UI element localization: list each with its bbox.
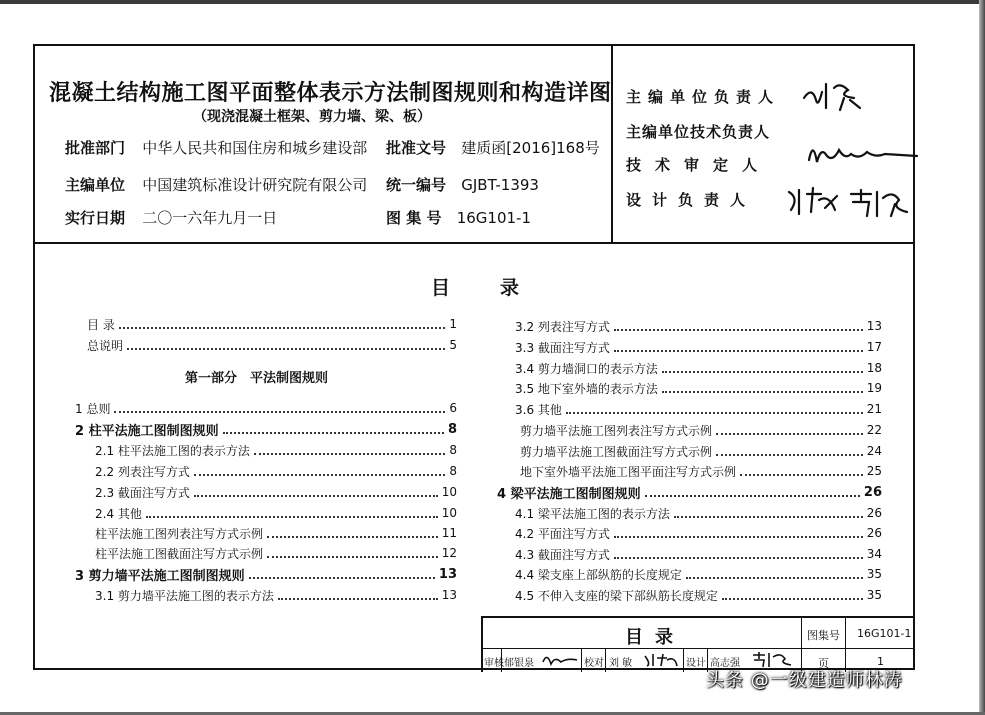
toc-entry-leader	[614, 528, 863, 538]
editor-unit-row	[65, 174, 367, 195]
atlas-no-value: 16G101-1	[456, 209, 531, 227]
toc-entry[interactable]	[75, 398, 457, 418]
toc-entry-label: 柱平法施工图列表注写方式示例	[95, 526, 264, 541]
toc-entry[interactable]	[520, 420, 882, 440]
toc-entry-label: 4 梁平法施工图制图规则	[497, 486, 641, 502]
toc-entry[interactable]	[95, 543, 457, 563]
tb-checker-signature	[643, 650, 681, 668]
atlas-title: 混凝土结构施工图平面整体表示方法制图规则和构造详图	[49, 81, 612, 106]
toc-entry[interactable]	[95, 503, 457, 523]
toc-entry-page: 8	[449, 443, 457, 457]
toc-entry-leader	[614, 342, 863, 352]
toc-entry-leader	[614, 549, 863, 559]
toc-entry-page: 8	[447, 421, 457, 437]
toc-entry-page: 21	[866, 402, 882, 416]
sign-label-design-head: 设计负责人	[626, 191, 757, 209]
toc-entry-label: 剪力墙平法施工图列表注写方式示例	[520, 423, 713, 438]
toc-entry-leader	[662, 363, 863, 373]
toc-entry[interactable]	[520, 441, 882, 461]
toc-entry-leader	[740, 466, 863, 476]
toc-entry-label: 3.4 剪力墙洞口的表示方法	[515, 361, 658, 376]
toc-entry-label: 1 总则	[75, 401, 111, 416]
toc-entry-page: 35	[866, 567, 882, 581]
toc-entry-page: 8	[449, 464, 457, 478]
toc-entry-label: 目 录	[87, 317, 115, 332]
toc-entry-page: 26	[863, 484, 882, 500]
toc-entry[interactable]	[75, 564, 457, 584]
toc-entry-page: 13	[438, 566, 457, 582]
toc-entry[interactable]	[515, 316, 882, 336]
toc-entry-page: 25	[866, 464, 882, 478]
toc-entry-label: 柱平法施工图截面注写方式示例	[95, 546, 264, 561]
toc-entry-page: 10	[441, 506, 457, 520]
toc-entry-leader	[194, 487, 438, 497]
toc-entry-label: 地下室外墙平法施工图平面注写方式示例	[520, 464, 737, 479]
toc-entry[interactable]	[515, 523, 882, 543]
toc-entry-leader	[645, 487, 860, 497]
toc-entry-page: 5	[449, 338, 457, 352]
tb-design-label: 设计	[686, 658, 706, 669]
toc-entry[interactable]	[95, 585, 457, 605]
tb-check-label: 校对	[584, 658, 604, 669]
toc-entry[interactable]	[95, 440, 457, 460]
toc-entry-leader	[614, 321, 863, 331]
toc-entry[interactable]	[515, 503, 882, 523]
toc-entry-leader	[662, 383, 863, 393]
toc-entry-label: 3.5 地下室外墙的表示方法	[515, 381, 658, 396]
effective-date-row	[65, 207, 277, 228]
toc-entry-label: 3 剪力墙平法施工图制图规则	[75, 568, 245, 584]
tb-line	[801, 618, 802, 672]
approval-dept-value: 中华人民共和国住房和城乡建设部	[142, 139, 368, 157]
toc-entry-leader	[146, 508, 438, 518]
header-block	[35, 46, 913, 244]
toc-entry[interactable]	[515, 585, 882, 605]
toc-entry-leader	[223, 424, 444, 434]
toc-entry-leader	[716, 446, 863, 456]
tb-page-value: 1	[877, 655, 884, 668]
toc-entry-page: 26	[866, 506, 882, 520]
toc-entry-page: 17	[866, 340, 882, 354]
toc-entry-page: 10	[441, 485, 457, 499]
unified-no-value: GJBT-1393	[461, 176, 539, 194]
toc-entry-label: 2.3 截面注写方式	[95, 485, 190, 500]
effective-date-value: 二〇一六年九月一日	[142, 209, 278, 227]
toc-entry-page: 35	[866, 588, 882, 602]
toc-entry-label: 4.1 梁平法施工图的表示方法	[515, 506, 670, 521]
toc-entry-page: 12	[441, 546, 457, 560]
toc-entry-page: 13	[441, 588, 457, 602]
approval-dept-label: 批准部门	[65, 139, 126, 157]
atlas-no-row	[386, 207, 531, 228]
effective-date-label: 实行日期	[65, 209, 126, 227]
toc-entry-page: 26	[866, 526, 882, 540]
tb-reviewer: 郁银泉	[504, 658, 534, 669]
toc-entry-label: 2 柱平法施工图制图规则	[75, 423, 219, 439]
tb-review-label: 审核	[484, 658, 504, 669]
toc-entry-leader	[114, 403, 445, 413]
toc-entry-label: 2.2 列表注写方式	[95, 464, 190, 479]
toc-entry-leader	[127, 340, 445, 350]
approval-dept-row	[65, 137, 367, 158]
tb-line	[605, 648, 606, 672]
toc-entry-label: 4.3 截面注写方式	[515, 547, 610, 562]
toc-entry-leader	[194, 466, 445, 476]
toc-title: 目录	[431, 277, 570, 299]
toc-entry-page: 13	[866, 319, 882, 333]
toc-entry-page: 34	[866, 547, 882, 561]
toc-entry-label: 2.1 柱平法施工图的表示方法	[95, 443, 250, 458]
watermark: 头条 @一级建造师林涛	[706, 670, 903, 691]
toc-entry-label: 3.6 其他	[515, 402, 562, 417]
sign-label-reviewer: 技术审定人	[626, 156, 772, 174]
unified-no-row	[386, 174, 539, 195]
signature-design-head-1	[785, 184, 843, 218]
toc-entry-label: 3.2 列表注写方式	[515, 319, 610, 334]
toc-entry-page: 22	[866, 423, 882, 437]
toc-entry[interactable]	[497, 482, 882, 502]
editor-unit-value: 中国建筑标准设计研究院有限公司	[142, 176, 368, 194]
approval-doc-value: 建质函[2016]168号	[461, 139, 600, 157]
tb-line	[845, 618, 846, 672]
approval-doc-label: 批准文号	[386, 139, 447, 157]
toc-entry[interactable]	[87, 335, 457, 355]
toc-entry[interactable]	[95, 461, 457, 481]
toc-entry-label: 2.4 其他	[95, 506, 142, 521]
tb-atlas-label: 图集号	[807, 629, 840, 642]
toc-entry-page: 19	[866, 381, 882, 395]
toc-entry-leader	[267, 528, 438, 538]
window-right-edge	[979, 0, 985, 715]
toc-entry[interactable]	[515, 378, 882, 398]
toc-entry[interactable]	[515, 564, 882, 584]
signature-unit-head	[800, 78, 870, 112]
atlas-no-label: 图 集 号	[386, 209, 442, 227]
toc-entry[interactable]	[95, 482, 457, 502]
toc-entry-label: 剪力墙平法施工图截面注写方式示例	[520, 444, 713, 459]
toc-entry[interactable]	[515, 399, 882, 419]
toc-entry-leader	[674, 508, 863, 518]
toc-entry-leader	[267, 548, 438, 558]
toc-entry-leader	[254, 445, 445, 455]
drawing-sheet	[33, 44, 915, 670]
toc-entry-leader	[566, 404, 863, 414]
toc-entry-page: 11	[441, 526, 457, 540]
sign-label-tech-head: 主编单位技术负责人	[626, 123, 771, 141]
toc-entry[interactable]	[515, 544, 882, 564]
window-top-edge	[0, 0, 985, 4]
tb-checker: 刘 敏	[609, 658, 633, 669]
tb-line	[683, 648, 684, 672]
tb-sheet-name: 目录	[625, 627, 685, 648]
tb-line	[581, 648, 582, 672]
tb-reviewer-signature	[541, 650, 579, 668]
signature-design-head-2	[847, 186, 915, 220]
toc-entry[interactable]	[515, 337, 882, 357]
part-heading: 第一部分 平法制图规则	[185, 371, 329, 386]
toc-entry-leader	[119, 319, 446, 329]
toc-entry-label: 总说明	[87, 338, 124, 353]
tb-line	[483, 648, 913, 649]
toc-entry[interactable]	[520, 461, 882, 481]
toc-entry-label: 4.2 平面注写方式	[515, 526, 610, 541]
toc-entry-leader	[686, 569, 863, 579]
toc-entry[interactable]	[515, 358, 882, 378]
title-block	[481, 616, 913, 672]
tb-designer: 高志强	[710, 658, 740, 669]
toc-entry[interactable]	[95, 523, 457, 543]
toc-entry-leader	[249, 569, 435, 579]
toc-entry-page: 18	[866, 361, 882, 375]
tb-atlas-value: 16G101-1	[857, 627, 912, 640]
toc-entry-page: 1	[449, 317, 457, 331]
toc-entry[interactable]	[75, 419, 457, 439]
toc-entry-page: 6	[449, 401, 457, 415]
atlas-subtitle: （现浇混凝土框架、剪力墙、梁、板）	[193, 109, 431, 125]
tb-page-label: 页	[818, 657, 829, 670]
editor-unit-label: 主编单位	[65, 176, 126, 194]
toc-entry-label: 3.3 截面注写方式	[515, 340, 610, 355]
toc-entry-leader	[278, 590, 438, 600]
signature-tech-head	[805, 136, 925, 170]
approval-doc-row	[386, 137, 600, 158]
toc-entry[interactable]	[87, 314, 457, 334]
toc-entry-leader	[722, 590, 863, 600]
toc-entry-page: 24	[866, 444, 882, 458]
toc-entry-leader	[716, 425, 863, 435]
unified-no-label: 统一编号	[386, 176, 447, 194]
toc-entry-label: 3.1 剪力墙平法施工图的表示方法	[95, 588, 274, 603]
sign-label-unit-head: 主编单位负责人	[626, 88, 781, 106]
toc-entry-label: 4.4 梁支座上部纵筋的长度规定	[515, 567, 682, 582]
toc-entry-label: 4.5 不伸入支座的梁下部纵筋长度规定	[515, 588, 718, 603]
